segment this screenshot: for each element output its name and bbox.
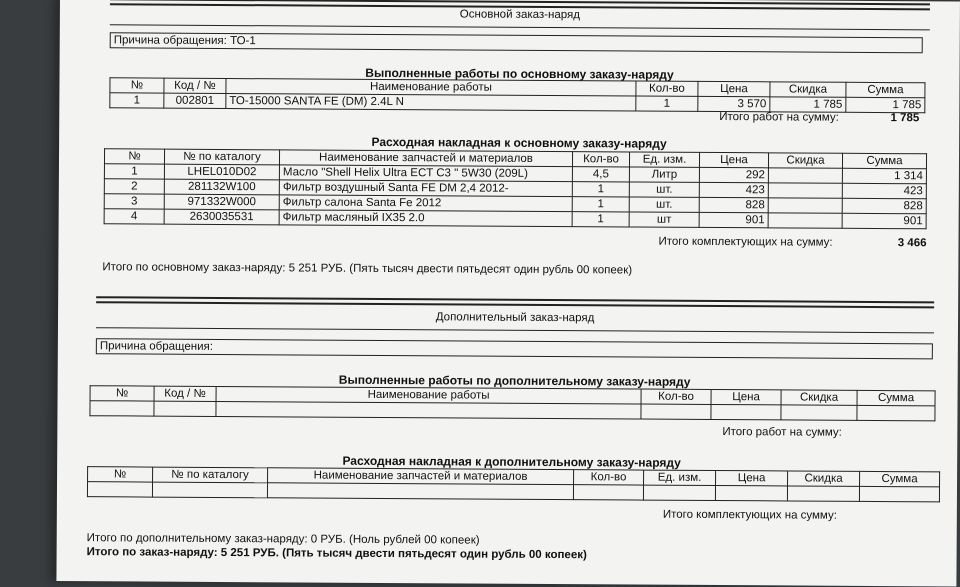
col-header: Код / № <box>164 78 226 93</box>
col-header: Наименование запчастей и материалов <box>268 468 574 485</box>
main-section-title: Основной заказ-наряд <box>459 8 581 22</box>
empty-cell <box>711 404 781 419</box>
cell-qty: 1 <box>572 197 629 212</box>
col-header: Скидка <box>770 82 846 97</box>
empty-cell <box>715 486 787 501</box>
extra-works-title: Выполненные работы по дополнительному заказу-наряду <box>338 372 691 389</box>
extra-parts-table <box>87 466 940 502</box>
col-header: Скидка <box>781 390 857 405</box>
grand-total: Итого по заказ-наряду: 5 251 РУБ. (Пять тысяч двести пятьдесят один рубль 00 копеек) <box>86 546 587 562</box>
empty-cell <box>781 405 857 420</box>
extra-summary: Итого по дополнительному заказ-наряду: 0 РУБ. (Ноль рублей 00 копеек) <box>86 532 480 547</box>
main-title-rule <box>110 24 930 30</box>
cell-number: 1 <box>104 164 164 179</box>
main-parts-total-label: Итого комплектующих на сумму: <box>658 235 833 249</box>
main-parts-table <box>104 148 927 229</box>
col-header: Кол-во <box>572 152 629 167</box>
col-header: № по каталогу <box>164 149 279 165</box>
cell-discount: 1 785 <box>770 97 846 112</box>
cell-name: Масло "Shell Helix Ultra ECT C3 " 5W30 (209L) <box>279 165 572 182</box>
col-header: Скидка <box>768 153 842 168</box>
extra-works-table <box>89 385 935 421</box>
col-header: Код / № <box>154 386 216 401</box>
col-header: Цена <box>699 152 768 167</box>
empty-cell <box>787 486 859 501</box>
empty-cell <box>573 485 643 500</box>
main-works-title: Выполненные работы по основному заказу-наряду <box>365 65 674 82</box>
main-works-table <box>109 77 925 113</box>
empty-cell <box>87 482 152 497</box>
empty-cell <box>643 485 715 500</box>
cell-qty: 1 <box>636 96 698 111</box>
col-header: № <box>90 386 154 401</box>
col-header: Цена <box>711 389 781 404</box>
main-reason-label: Причина обращения: <box>113 34 227 48</box>
extra-reason-box <box>96 338 933 359</box>
cell-code: 002801 <box>164 93 226 108</box>
cell-number: 3 <box>104 194 164 209</box>
cell-price: 3 570 <box>698 96 770 111</box>
col-header: № <box>88 467 153 482</box>
main-reason-box <box>110 32 923 53</box>
col-header: Ед. изм. <box>629 152 699 167</box>
cell-price: 828 <box>699 197 768 212</box>
cell-name: Фильтр салона Santa Fe 2012 <box>279 195 572 212</box>
extra-section-title: Дополнительный заказ-наряд <box>435 311 595 325</box>
main-parts-total-value: 3 466 <box>897 237 927 250</box>
cell-sum: 901 <box>842 213 926 229</box>
col-header: № по каталогу <box>153 467 268 483</box>
cell-name: Фильтр масляный IX35 2.0 <box>279 210 572 227</box>
cell-discount <box>768 198 842 213</box>
main-works-total-label: Итого работ на сумму: <box>719 111 839 124</box>
cell-number: 2 <box>104 179 164 194</box>
cell-unit: шт. <box>629 182 699 197</box>
empty-cell <box>216 401 641 419</box>
cell-name: Фильтр воздушный Santa FE DM 2,4 2012- <box>279 180 572 197</box>
cell-qty: 1 <box>572 182 629 197</box>
col-header: Скидка <box>788 471 860 486</box>
cell-unit: шт. <box>629 197 699 212</box>
cell-unit: Литр <box>629 167 699 182</box>
main-summary: Итого по основному заказ-наряду: 5 251 РУБ. (Пять тысяч двести пятьдесят один рубль 00 копеек) <box>102 261 633 277</box>
cell-number: 4 <box>104 209 164 224</box>
col-header: Цена <box>698 81 770 96</box>
cell-price: 901 <box>699 212 768 227</box>
cell-catalog: 971332W000 <box>164 194 279 210</box>
empty-cell <box>154 401 216 416</box>
cell-qty: 4,5 <box>572 167 629 182</box>
middle-double-rule <box>96 296 934 308</box>
cell-catalog: 281132W100 <box>164 179 279 195</box>
cell-sum: 828 <box>842 198 926 214</box>
cell-discount <box>768 168 842 183</box>
col-header: Кол-во <box>574 470 644 485</box>
col-header: Кол-во <box>636 81 698 96</box>
cell-catalog: 2630035531 <box>164 209 279 225</box>
extra-parts-title: Расходная накладная к дополнительному заказу-наряду <box>342 453 681 470</box>
document-page <box>56 0 960 586</box>
col-header: Ед. изм. <box>644 470 716 485</box>
cell-catalog: LHEL010D02 <box>164 164 279 180</box>
col-header: № <box>104 149 164 164</box>
col-header: № <box>110 78 164 93</box>
empty-cell <box>267 483 573 500</box>
cell-price: 423 <box>699 182 768 197</box>
cell-discount <box>768 213 842 228</box>
cell-sum: 423 <box>842 183 926 199</box>
col-header: Кол-во <box>641 389 711 404</box>
extra-title-rule <box>96 327 934 333</box>
col-header: Сумма <box>860 471 940 486</box>
col-header: Наименование запчастей и материалов <box>279 150 572 167</box>
empty-cell <box>857 405 935 420</box>
col-header: Сумма <box>857 390 935 405</box>
cell-discount <box>768 183 842 198</box>
main-reason-value: ТО-1 <box>230 35 256 48</box>
extra-reason-label: Причина обращения: <box>99 340 214 353</box>
col-header: Цена <box>716 471 788 486</box>
empty-cell <box>152 482 267 498</box>
main-works-total-value: 1 785 <box>890 112 920 125</box>
extra-parts-total-label: Итого комплектующих на сумму: <box>662 508 837 522</box>
main-parts-title: Расходная накладная к основному заказу-наряду <box>371 134 667 151</box>
extra-works-total-label: Итого работ на сумму: <box>722 426 842 439</box>
col-header: Сумма <box>846 82 925 97</box>
cell-number: 1 <box>110 93 164 108</box>
empty-cell <box>641 404 711 419</box>
cell-unit: шт <box>629 212 699 227</box>
cell-name: ТО-15000 SANTA FE (DM) 2.4L N <box>226 94 636 112</box>
cell-price: 292 <box>699 167 768 182</box>
cell-qty: 1 <box>572 212 629 227</box>
col-header: Наименование работы <box>226 79 636 97</box>
cell-sum: 1 785 <box>846 97 925 112</box>
empty-cell <box>859 486 939 501</box>
col-header: Сумма <box>842 153 926 169</box>
cell-sum: 1 314 <box>842 168 926 184</box>
empty-cell <box>90 401 154 416</box>
col-header: Наименование работы <box>216 386 641 404</box>
